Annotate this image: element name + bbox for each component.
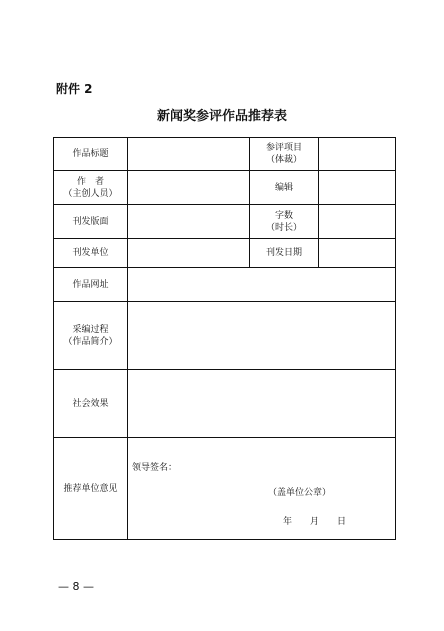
label-length [250,205,319,239]
label-recommend: 推荐单位意见 [54,438,128,540]
input-url[interactable] [128,268,396,302]
input-publish-date[interactable] [319,239,396,268]
row-process [54,302,396,370]
label-category-line1: 参评项目 [265,143,302,153]
attachment-label: 附件 2 [56,82,93,96]
date-label: 年 月 日 [283,516,347,527]
row-recommend [54,438,396,540]
label-category-line2: （体裁） [265,155,302,165]
form-title: 新闻奖参评作品推荐表 [156,109,287,124]
label-category [250,138,319,171]
label-author-line2: （主创人员） [63,188,118,199]
signature-area [128,439,395,539]
label-url: 作品网址 [54,268,128,302]
label-author-line1: 作 者 [76,176,104,187]
label-author [54,171,128,205]
page-number: — 8 — [58,580,94,593]
label-editor: 编辑 [250,171,319,205]
input-publisher[interactable] [128,239,250,268]
label-publisher: 刊发单位 [54,239,128,268]
row-social-effect [54,370,396,438]
row-author [54,171,396,205]
label-work-title: 作品标题 [54,138,128,171]
input-work-title[interactable] [128,138,250,171]
input-author[interactable] [128,171,250,205]
label-publish-date: 刊发日期 [250,239,319,268]
input-process[interactable] [128,302,396,370]
label-process [54,302,128,370]
row-publisher [54,239,396,268]
input-recommend[interactable] [128,438,396,540]
input-length[interactable] [319,205,396,239]
input-social-effect[interactable] [128,370,396,438]
row-layout [54,205,396,239]
leader-signature-label: 领导签名： [132,462,178,473]
label-social-effect: 社会效果 [54,370,128,438]
seal-label: （盖单位公章） [268,487,332,498]
row-url [54,268,396,302]
input-category[interactable] [319,138,396,171]
label-layout: 刊发版面 [54,205,128,239]
input-editor[interactable] [319,171,396,205]
label-process-line2: （作品简介） [63,336,118,347]
row-work-title [54,138,396,171]
label-length-line2: （时长） [265,222,302,233]
recommendation-form-table [53,137,396,540]
label-process-line1: 采编过程 [72,324,109,335]
label-length-line1: 字数 [274,210,293,221]
input-layout[interactable] [128,205,250,239]
